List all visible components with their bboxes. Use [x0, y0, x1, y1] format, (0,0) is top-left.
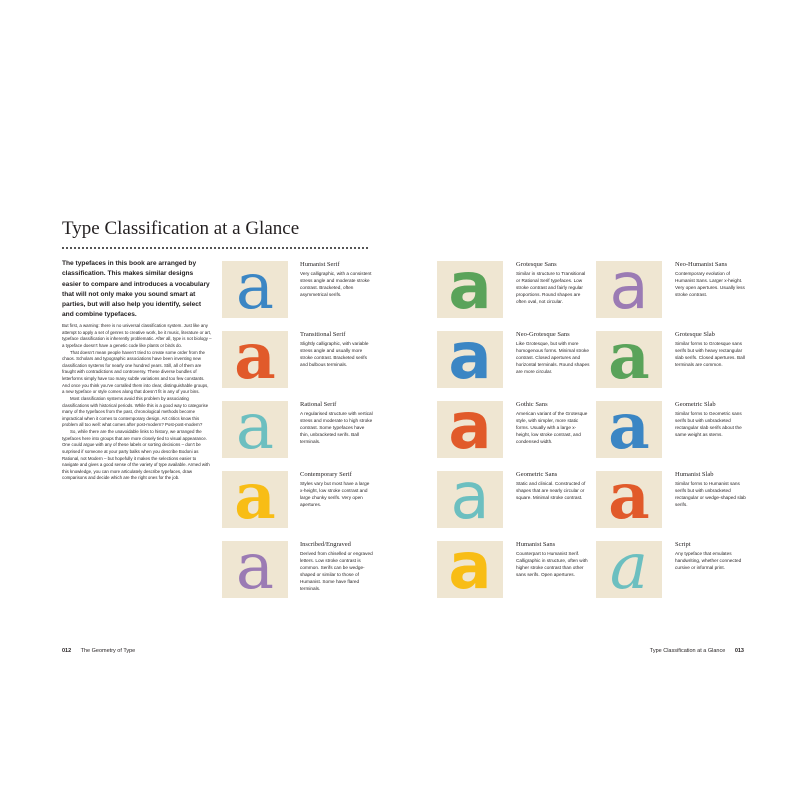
entry-description: Slightly calligraphic, with variable stress angle and usually more stroke contrast. Bracketed serifs and bulbous terminals.: [300, 341, 369, 367]
entry-neo-humanist-sans: [675, 261, 749, 298]
body-paragraph: Most classification systems avoid this problem by associating classifications with historical periods. While this is a good way to categorise many of the typefaces from the past, chronological methods become impractical when it comes to contemporary design. Art critics know this problem all too well: what comes after post-modern? Post-post-modern?: [62, 395, 209, 428]
entry-title: Grotesque Slab: [675, 331, 715, 338]
entry-description: Contemporary evolution of Humanist Sans. Larger x-height. Very open apertures. Usually less stroke contrast.: [675, 271, 745, 297]
letter-a-specimen: a: [450, 471, 490, 528]
specimen-tile-geometric-slab: [596, 401, 662, 458]
entry-description: Very calligraphic, with a consistent stress angle and moderate stroke contrast. Bracketed, often asymmetrical serifs.: [300, 271, 372, 297]
specimen-tile-humanist-slab: [596, 471, 662, 528]
specimen-tile-contemporary-serif: [222, 471, 288, 528]
specimen-tile-neo-humanist-sans: [596, 261, 662, 318]
entry-title: Humanist Sans: [516, 541, 556, 548]
entry-geometric-sans: [516, 471, 590, 501]
entry-rational-serif: [300, 401, 374, 445]
entry-description: Like Grotesque, but with more homogenous forms. Minimal stroke contrast. Closed apertures and horizontal terminals. Round shapes are more circular.: [516, 341, 590, 374]
entry-title: Humanist Slab: [675, 471, 714, 478]
entry-grotesque-slab: [675, 331, 749, 368]
entry-title: Script: [675, 541, 691, 548]
entry-humanist-sans: [516, 541, 590, 578]
dotted-rule: [62, 247, 368, 249]
specimen-tile-gothic-sans: [437, 401, 503, 458]
entry-title: Grotesque Sans: [516, 261, 557, 268]
entry-description: Similar forms to Grotesque sans serifs but with heavy rectangular slab serifs. Closed apertures. Ball terminals are common.: [675, 341, 745, 367]
letter-a-specimen: a: [235, 261, 275, 318]
entry-script: [675, 541, 749, 571]
entry-title: Transitional Serif: [300, 331, 346, 338]
entry-description: Any typeface that emulates handwriting, whether connected cursive or informal print.: [675, 551, 742, 570]
entry-humanist-slab: [675, 471, 749, 508]
letter-a-specimen: a: [235, 401, 275, 458]
letter-a-specimen: a: [608, 471, 650, 528]
entry-title: Contemporary Serif: [300, 471, 352, 478]
entry-humanist-serif: [300, 261, 374, 298]
entry-contemporary-serif: [300, 471, 374, 508]
specimen-tile-humanist-sans: [437, 541, 503, 598]
page-number-right: 013: [734, 648, 744, 654]
entry-description: American variant of the Grotesque style, with simpler, more static forms. Usually with a large x-height, low stroke contrast, and condensed width.: [516, 411, 588, 444]
letter-a-specimen: a: [448, 331, 492, 388]
entry-transitional-serif: [300, 331, 374, 368]
specimen-tile-geometric-sans: [437, 471, 503, 528]
letter-a-specimen: a: [448, 401, 492, 458]
specimen-tile-inscribed-engraved: [222, 541, 288, 598]
letter-a-specimen: a: [609, 261, 649, 318]
entry-description: Counterpart to Humanist Serif. Calligraphic in structure, often with higher stroke contrast than other sans serifs. Open apertures.: [516, 551, 588, 577]
specimen-tile-rational-serif: [222, 401, 288, 458]
entry-description: Similar in structure to Transitional or Rational Serif typefaces. Low stroke contrast and fairly regular proportions. Round shapes are often oval, not circular.: [516, 271, 586, 304]
running-footer-right: Type Classification at a Glance: [649, 648, 726, 654]
entry-title: Geometric Slab: [675, 401, 716, 408]
entry-description: Static and clinical. Constructed of shapes that are nearly circular or square. Minimal stroke contrast.: [516, 481, 586, 500]
intro-paragraph: The typefaces in this book are arranged by classification. This makes similar designs easier to compare and introduces a vocabulary that will not only make you sound smart at parties, but will also help you identify, select and combine typefaces.: [62, 260, 210, 319]
entry-gothic-sans: [516, 401, 590, 445]
entry-title: Inscribed/Engraved: [300, 541, 351, 548]
specimen-tile-grotesque-slab: [596, 331, 662, 388]
body-text: [62, 323, 212, 482]
page-title: Type Classification at a Glance: [62, 218, 300, 239]
specimen-tile-script: [596, 541, 662, 598]
letter-a-specimen: a: [608, 401, 650, 458]
letter-a-specimen: a: [234, 331, 276, 388]
letter-a-specimen: a: [234, 471, 276, 528]
entry-title: Gothic Sans: [516, 401, 548, 408]
entry-title: Geometric Sans: [516, 471, 558, 478]
entry-title: Humanist Serif: [300, 261, 340, 268]
letter-a-specimen: a: [448, 261, 492, 318]
running-footer-left: The Geometry of Type: [80, 648, 136, 654]
specimen-tile-transitional-serif: [222, 331, 288, 388]
specimen-tile-neo-grotesque-sans: [437, 331, 503, 388]
entry-inscribed-engraved: [300, 541, 374, 592]
specimen-tile-grotesque-sans: [437, 261, 503, 318]
entry-description: Styles vary but most have a large x-height, low stroke contrast and large chunky serifs. Very open apertures.: [300, 481, 370, 507]
body-paragraph: So, while there are the unavoidable links to history, we arranged the typefaces here into groups that are more closely tied to visual appearance. One could argue with any of these labels or sorting decisions – don’t be surprised if someone at your party balks when you describe Bodoni as Rational, not Modern – but hopefully it makes the selections easier to navigate and gives a good sense of the variety of type available. Armed with this knowledge, you can more articulately describe typefaces, draw comparisons and decide which are the right ones for the job.: [62, 429, 210, 481]
letter-a-specimen: a: [609, 541, 649, 598]
entry-title: Rational Serif: [300, 401, 337, 408]
entry-description: Similar forms to Humanist sans serifs but with unbracketed rectangular or wedge-shaped slab serifs.: [675, 481, 746, 507]
entry-title: Neo-Humanist Sans: [675, 261, 728, 268]
entry-description: A regularised structure with vertical stress and moderate to high stroke contrast. Some typefaces have thin, unbracketed serifs. Ball terminals.: [300, 411, 373, 444]
footer-left: [62, 648, 135, 654]
entry-title: Neo-Grotesque Sans: [516, 331, 570, 338]
body-paragraph: That doesn’t mean people haven’t tried to create some order from the chaos. Scholars and typographic associations have been inventing new classification systems for nearly one hundred years. Still, all of them are fraught with contradictions and controversy. These diverse bundles of letterforms simply have too many subtle variations and too few constants. And once you think you’ve corralled them into clear, distinguishable groups, a new typeface or style comes along that doesn’t fit in any of your bins.: [62, 349, 209, 395]
entry-grotesque-sans: [516, 261, 590, 305]
entry-description: Derived from chiselled or engraved letters. Low stroke contrast is common. Serifs can be wedge-shaped or similar to those of Humanist. Some have flared terminals.: [300, 551, 373, 591]
footer-right: [650, 648, 744, 654]
specimen-tile-humanist-serif: [222, 261, 288, 318]
entry-neo-grotesque-sans: [516, 331, 590, 375]
letter-a-specimen: a: [235, 541, 275, 598]
letter-a-specimen: a: [608, 331, 650, 388]
body-paragraph: But first, a warning: there is no universal classification system. Just like any attempt to apply a set of genres to creative work, be it music, literature or art, typeface classification is inherently problematic. After all, type is not biology – a typeface doesn’t have a genetic code like plants or birds do.: [62, 323, 212, 348]
letter-a-specimen: a: [448, 541, 492, 598]
entry-geometric-slab: [675, 401, 749, 438]
page-number-left: 012: [62, 648, 72, 654]
entry-description: Similar forms to Geometric sans serifs but with unbracketed rectangular slab serifs about the same weight as stems.: [675, 411, 742, 437]
